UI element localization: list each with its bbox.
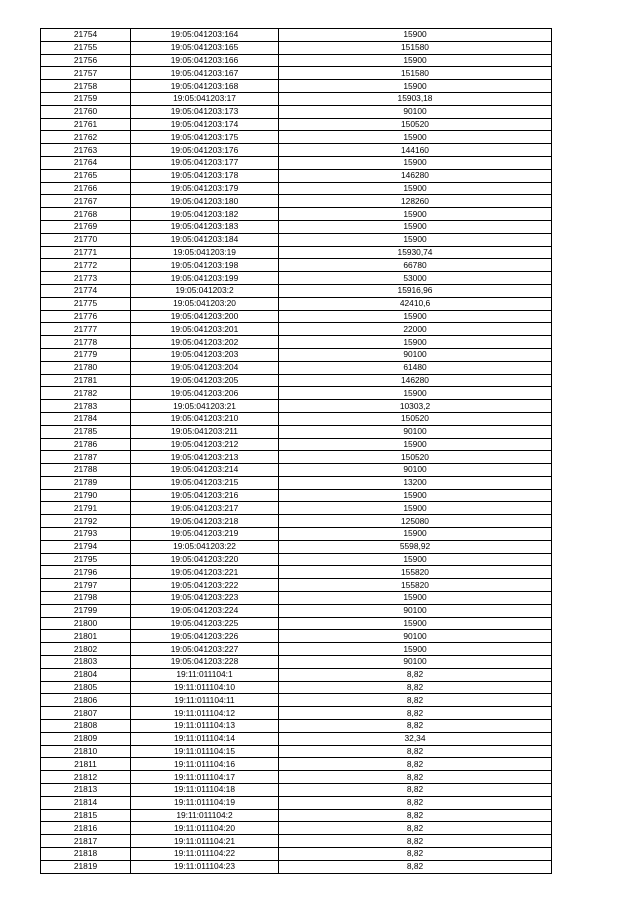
row-number-cell: 21800 <box>41 617 131 630</box>
row-number-cell: 21805 <box>41 681 131 694</box>
value-cell: 15900 <box>279 617 552 630</box>
table-row <box>41 720 552 733</box>
cadastral-number-cell: 19:05:041203:213 <box>131 451 279 464</box>
table-row <box>41 732 552 745</box>
table-row <box>41 220 552 233</box>
row-number-cell: 21778 <box>41 336 131 349</box>
row-number-cell: 21810 <box>41 745 131 758</box>
row-number-cell: 21774 <box>41 284 131 297</box>
row-number-cell: 21776 <box>41 310 131 323</box>
value-cell: 13200 <box>279 476 552 489</box>
table-row <box>41 92 552 105</box>
cadastral-number-cell: 19:05:041203:206 <box>131 387 279 400</box>
value-cell: 90100 <box>279 630 552 643</box>
row-number-cell: 21755 <box>41 41 131 54</box>
value-cell: 8,82 <box>279 835 552 848</box>
cadastral-number-cell: 19:05:041203:220 <box>131 553 279 566</box>
row-number-cell: 21767 <box>41 195 131 208</box>
table-row <box>41 29 552 42</box>
value-cell: 151580 <box>279 67 552 80</box>
table-row <box>41 272 552 285</box>
cadastral-number-cell: 19:05:041203:216 <box>131 489 279 502</box>
table-row <box>41 796 552 809</box>
table-row <box>41 118 552 131</box>
value-cell: 15900 <box>279 643 552 656</box>
value-cell: 15900 <box>279 131 552 144</box>
value-cell: 15900 <box>279 80 552 93</box>
value-cell: 22000 <box>279 323 552 336</box>
row-number-cell: 21764 <box>41 156 131 169</box>
value-cell: 15900 <box>279 29 552 42</box>
table-row <box>41 169 552 182</box>
row-number-cell: 21762 <box>41 131 131 144</box>
cadastral-number-cell: 19:05:041203:21 <box>131 400 279 413</box>
row-number-cell: 21787 <box>41 451 131 464</box>
table-row <box>41 822 552 835</box>
cadastral-number-cell: 19:11:011104:16 <box>131 758 279 771</box>
cadastral-number-cell: 19:05:041203:198 <box>131 259 279 272</box>
value-cell: 155820 <box>279 566 552 579</box>
table-row <box>41 566 552 579</box>
row-number-cell: 21807 <box>41 707 131 720</box>
table-row <box>41 131 552 144</box>
row-number-cell: 21763 <box>41 144 131 157</box>
cadastral-number-cell: 19:05:041203:203 <box>131 348 279 361</box>
row-number-cell: 21798 <box>41 592 131 605</box>
row-number-cell: 21758 <box>41 80 131 93</box>
table-row <box>41 707 552 720</box>
row-number-cell: 21789 <box>41 476 131 489</box>
value-cell: 155820 <box>279 579 552 592</box>
cadastral-number-cell: 19:11:011104:18 <box>131 784 279 797</box>
cadastral-number-cell: 19:11:011104:12 <box>131 707 279 720</box>
value-cell: 5598,92 <box>279 540 552 553</box>
cadastral-number-cell: 19:05:041203:226 <box>131 630 279 643</box>
table-row <box>41 643 552 656</box>
cadastral-number-cell: 19:05:041203:183 <box>131 220 279 233</box>
table-row <box>41 540 552 553</box>
table-row <box>41 553 552 566</box>
row-number-cell: 21793 <box>41 528 131 541</box>
row-number-cell: 21770 <box>41 233 131 246</box>
table-row <box>41 592 552 605</box>
row-number-cell: 21766 <box>41 182 131 195</box>
row-number-cell: 21788 <box>41 464 131 477</box>
cadastral-number-cell: 19:05:041203:221 <box>131 566 279 579</box>
value-cell: 15900 <box>279 233 552 246</box>
value-cell: 15900 <box>279 310 552 323</box>
row-number-cell: 21811 <box>41 758 131 771</box>
row-number-cell: 21794 <box>41 540 131 553</box>
row-number-cell: 21784 <box>41 412 131 425</box>
cadastral-number-cell: 19:05:041203:17 <box>131 92 279 105</box>
table-row <box>41 400 552 413</box>
value-cell: 8,82 <box>279 822 552 835</box>
row-number-cell: 21806 <box>41 694 131 707</box>
cadastral-number-cell: 19:05:041203:199 <box>131 272 279 285</box>
row-number-cell: 21819 <box>41 860 131 873</box>
value-cell: 61480 <box>279 361 552 374</box>
value-cell: 90100 <box>279 425 552 438</box>
value-cell: 150520 <box>279 118 552 131</box>
table-row <box>41 528 552 541</box>
value-cell: 150520 <box>279 412 552 425</box>
cadastral-number-cell: 19:05:041203:200 <box>131 310 279 323</box>
table-row <box>41 771 552 784</box>
value-cell: 8,82 <box>279 745 552 758</box>
table-row <box>41 681 552 694</box>
value-cell: 15916,96 <box>279 284 552 297</box>
row-number-cell: 21777 <box>41 323 131 336</box>
row-number-cell: 21808 <box>41 720 131 733</box>
value-cell: 90100 <box>279 464 552 477</box>
value-cell: 32,34 <box>279 732 552 745</box>
table-row <box>41 630 552 643</box>
value-cell: 8,82 <box>279 720 552 733</box>
table-row <box>41 195 552 208</box>
value-cell: 125080 <box>279 515 552 528</box>
cadastral-number-cell: 19:05:041203:210 <box>131 412 279 425</box>
cadastral-number-cell: 19:11:011104:19 <box>131 796 279 809</box>
row-number-cell: 21786 <box>41 438 131 451</box>
cadastral-number-cell: 19:05:041203:176 <box>131 144 279 157</box>
cadastral-number-cell: 19:05:041203:223 <box>131 592 279 605</box>
table-row <box>41 144 552 157</box>
value-cell: 150520 <box>279 451 552 464</box>
row-number-cell: 21769 <box>41 220 131 233</box>
value-cell: 151580 <box>279 41 552 54</box>
table-row <box>41 502 552 515</box>
value-cell: 42410,6 <box>279 297 552 310</box>
value-cell: 15900 <box>279 528 552 541</box>
cadastral-number-cell: 19:11:011104:1 <box>131 668 279 681</box>
table-row <box>41 835 552 848</box>
value-cell: 15900 <box>279 387 552 400</box>
cadastral-number-cell: 19:05:041203:168 <box>131 80 279 93</box>
row-number-cell: 21799 <box>41 604 131 617</box>
value-cell: 15900 <box>279 592 552 605</box>
cadastral-number-cell: 19:05:041203:212 <box>131 438 279 451</box>
table-row <box>41 67 552 80</box>
row-number-cell: 21783 <box>41 400 131 413</box>
value-cell: 90100 <box>279 105 552 118</box>
cadastral-number-cell: 19:05:041203:202 <box>131 336 279 349</box>
row-number-cell: 21791 <box>41 502 131 515</box>
value-cell: 8,82 <box>279 668 552 681</box>
table-row <box>41 80 552 93</box>
table-row <box>41 233 552 246</box>
table-row <box>41 848 552 861</box>
row-number-cell: 21792 <box>41 515 131 528</box>
row-number-cell: 21818 <box>41 848 131 861</box>
cadastral-number-cell: 19:05:041203:215 <box>131 476 279 489</box>
table-row <box>41 617 552 630</box>
table-row <box>41 348 552 361</box>
cadastral-number-cell: 19:05:041203:175 <box>131 131 279 144</box>
table-row <box>41 604 552 617</box>
cadastral-number-cell: 19:05:041203:217 <box>131 502 279 515</box>
table-row <box>41 464 552 477</box>
cadastral-number-cell: 19:05:041203:228 <box>131 656 279 669</box>
cadastral-number-cell: 19:11:011104:22 <box>131 848 279 861</box>
table-row <box>41 438 552 451</box>
cadastral-number-cell: 19:05:041203:222 <box>131 579 279 592</box>
table-row <box>41 809 552 822</box>
row-number-cell: 21754 <box>41 29 131 42</box>
cadastral-number-cell: 19:05:041203:174 <box>131 118 279 131</box>
row-number-cell: 21817 <box>41 835 131 848</box>
table-row <box>41 387 552 400</box>
value-cell: 53000 <box>279 272 552 285</box>
row-number-cell: 21756 <box>41 54 131 67</box>
cadastral-number-cell: 19:11:011104:15 <box>131 745 279 758</box>
table-row <box>41 668 552 681</box>
table-row <box>41 745 552 758</box>
value-cell: 15900 <box>279 553 552 566</box>
cadastral-number-cell: 19:11:011104:2 <box>131 809 279 822</box>
row-number-cell: 21812 <box>41 771 131 784</box>
row-number-cell: 21771 <box>41 246 131 259</box>
row-number-cell: 21773 <box>41 272 131 285</box>
value-cell: 15900 <box>279 208 552 221</box>
value-cell: 8,82 <box>279 784 552 797</box>
value-cell: 15930,74 <box>279 246 552 259</box>
row-number-cell: 21759 <box>41 92 131 105</box>
value-cell: 15900 <box>279 182 552 195</box>
table-row <box>41 489 552 502</box>
table-row <box>41 579 552 592</box>
value-cell: 66780 <box>279 259 552 272</box>
value-cell: 8,82 <box>279 758 552 771</box>
cadastral-number-cell: 19:11:011104:21 <box>131 835 279 848</box>
table-row <box>41 784 552 797</box>
row-number-cell: 21814 <box>41 796 131 809</box>
value-cell: 15900 <box>279 220 552 233</box>
row-number-cell: 21782 <box>41 387 131 400</box>
value-cell: 144160 <box>279 144 552 157</box>
cadastral-number-cell: 19:05:041203:201 <box>131 323 279 336</box>
row-number-cell: 21760 <box>41 105 131 118</box>
table-row <box>41 451 552 464</box>
value-cell: 146280 <box>279 169 552 182</box>
table-row <box>41 425 552 438</box>
value-cell: 8,82 <box>279 681 552 694</box>
table-row <box>41 361 552 374</box>
table-row <box>41 310 552 323</box>
row-number-cell: 21809 <box>41 732 131 745</box>
cadastral-number-cell: 19:05:041203:179 <box>131 182 279 195</box>
cadastral-number-cell: 19:11:011104:14 <box>131 732 279 745</box>
row-number-cell: 21797 <box>41 579 131 592</box>
row-number-cell: 21804 <box>41 668 131 681</box>
value-cell: 90100 <box>279 604 552 617</box>
row-number-cell: 21765 <box>41 169 131 182</box>
value-cell: 15900 <box>279 156 552 169</box>
row-number-cell: 21779 <box>41 348 131 361</box>
row-number-cell: 21781 <box>41 374 131 387</box>
cadastral-number-cell: 19:05:041203:227 <box>131 643 279 656</box>
data-table <box>40 28 552 874</box>
row-number-cell: 21802 <box>41 643 131 656</box>
row-number-cell: 21816 <box>41 822 131 835</box>
row-number-cell: 21785 <box>41 425 131 438</box>
table-row <box>41 259 552 272</box>
value-cell: 15903,18 <box>279 92 552 105</box>
value-cell: 15900 <box>279 336 552 349</box>
cadastral-number-cell: 19:05:041203:22 <box>131 540 279 553</box>
table-row <box>41 323 552 336</box>
table-body <box>41 29 552 874</box>
value-cell: 15900 <box>279 502 552 515</box>
value-cell: 15900 <box>279 438 552 451</box>
value-cell: 8,82 <box>279 771 552 784</box>
row-number-cell: 21801 <box>41 630 131 643</box>
value-cell: 8,82 <box>279 809 552 822</box>
cadastral-number-cell: 19:05:041203:218 <box>131 515 279 528</box>
value-cell: 8,82 <box>279 848 552 861</box>
table-row <box>41 758 552 771</box>
table-row <box>41 156 552 169</box>
row-number-cell: 21795 <box>41 553 131 566</box>
cadastral-number-cell: 19:11:011104:13 <box>131 720 279 733</box>
cadastral-number-cell: 19:05:041203:182 <box>131 208 279 221</box>
cadastral-number-cell: 19:05:041203:164 <box>131 29 279 42</box>
cadastral-number-cell: 19:05:041203:167 <box>131 67 279 80</box>
value-cell: 8,82 <box>279 694 552 707</box>
row-number-cell: 21772 <box>41 259 131 272</box>
row-number-cell: 21813 <box>41 784 131 797</box>
row-number-cell: 21780 <box>41 361 131 374</box>
cadastral-number-cell: 19:11:011104:17 <box>131 771 279 784</box>
cadastral-number-cell: 19:05:041203:165 <box>131 41 279 54</box>
value-cell: 128260 <box>279 195 552 208</box>
table-row <box>41 208 552 221</box>
value-cell: 15900 <box>279 489 552 502</box>
value-cell: 8,82 <box>279 707 552 720</box>
cadastral-number-cell: 19:05:041203:211 <box>131 425 279 438</box>
value-cell: 90100 <box>279 348 552 361</box>
table-row <box>41 41 552 54</box>
table-row <box>41 246 552 259</box>
cadastral-number-cell: 19:11:011104:10 <box>131 681 279 694</box>
value-cell: 8,82 <box>279 796 552 809</box>
cadastral-number-cell: 19:05:041203:19 <box>131 246 279 259</box>
row-number-cell: 21796 <box>41 566 131 579</box>
cadastral-number-cell: 19:11:011104:20 <box>131 822 279 835</box>
cadastral-number-cell: 19:05:041203:173 <box>131 105 279 118</box>
table-row <box>41 515 552 528</box>
value-cell: 90100 <box>279 656 552 669</box>
value-cell: 10303,2 <box>279 400 552 413</box>
table-row <box>41 54 552 67</box>
table-row <box>41 860 552 873</box>
cadastral-number-cell: 19:05:041203:184 <box>131 233 279 246</box>
cadastral-number-cell: 19:05:041203:214 <box>131 464 279 477</box>
cadastral-number-cell: 19:05:041203:177 <box>131 156 279 169</box>
row-number-cell: 21815 <box>41 809 131 822</box>
cadastral-number-cell: 19:05:041203:204 <box>131 361 279 374</box>
table-row <box>41 182 552 195</box>
cadastral-number-cell: 19:05:041203:224 <box>131 604 279 617</box>
cadastral-number-cell: 19:11:011104:23 <box>131 860 279 873</box>
table-row <box>41 412 552 425</box>
table-row <box>41 336 552 349</box>
value-cell: 15900 <box>279 54 552 67</box>
table-row <box>41 297 552 310</box>
table-row <box>41 105 552 118</box>
row-number-cell: 21775 <box>41 297 131 310</box>
row-number-cell: 21790 <box>41 489 131 502</box>
cadastral-number-cell: 19:05:041203:225 <box>131 617 279 630</box>
cadastral-number-cell: 19:05:041203:219 <box>131 528 279 541</box>
cadastral-number-cell: 19:05:041203:180 <box>131 195 279 208</box>
cadastral-number-cell: 19:11:011104:11 <box>131 694 279 707</box>
table-row <box>41 374 552 387</box>
cadastral-number-cell: 19:05:041203:178 <box>131 169 279 182</box>
row-number-cell: 21768 <box>41 208 131 221</box>
value-cell: 8,82 <box>279 860 552 873</box>
table-row <box>41 694 552 707</box>
cadastral-number-cell: 19:05:041203:20 <box>131 297 279 310</box>
row-number-cell: 21803 <box>41 656 131 669</box>
cadastral-number-cell: 19:05:041203:166 <box>131 54 279 67</box>
cadastral-number-cell: 19:05:041203:205 <box>131 374 279 387</box>
table-row <box>41 476 552 489</box>
row-number-cell: 21757 <box>41 67 131 80</box>
value-cell: 146280 <box>279 374 552 387</box>
cadastral-number-cell: 19:05:041203:2 <box>131 284 279 297</box>
table-row <box>41 656 552 669</box>
row-number-cell: 21761 <box>41 118 131 131</box>
table-row <box>41 284 552 297</box>
